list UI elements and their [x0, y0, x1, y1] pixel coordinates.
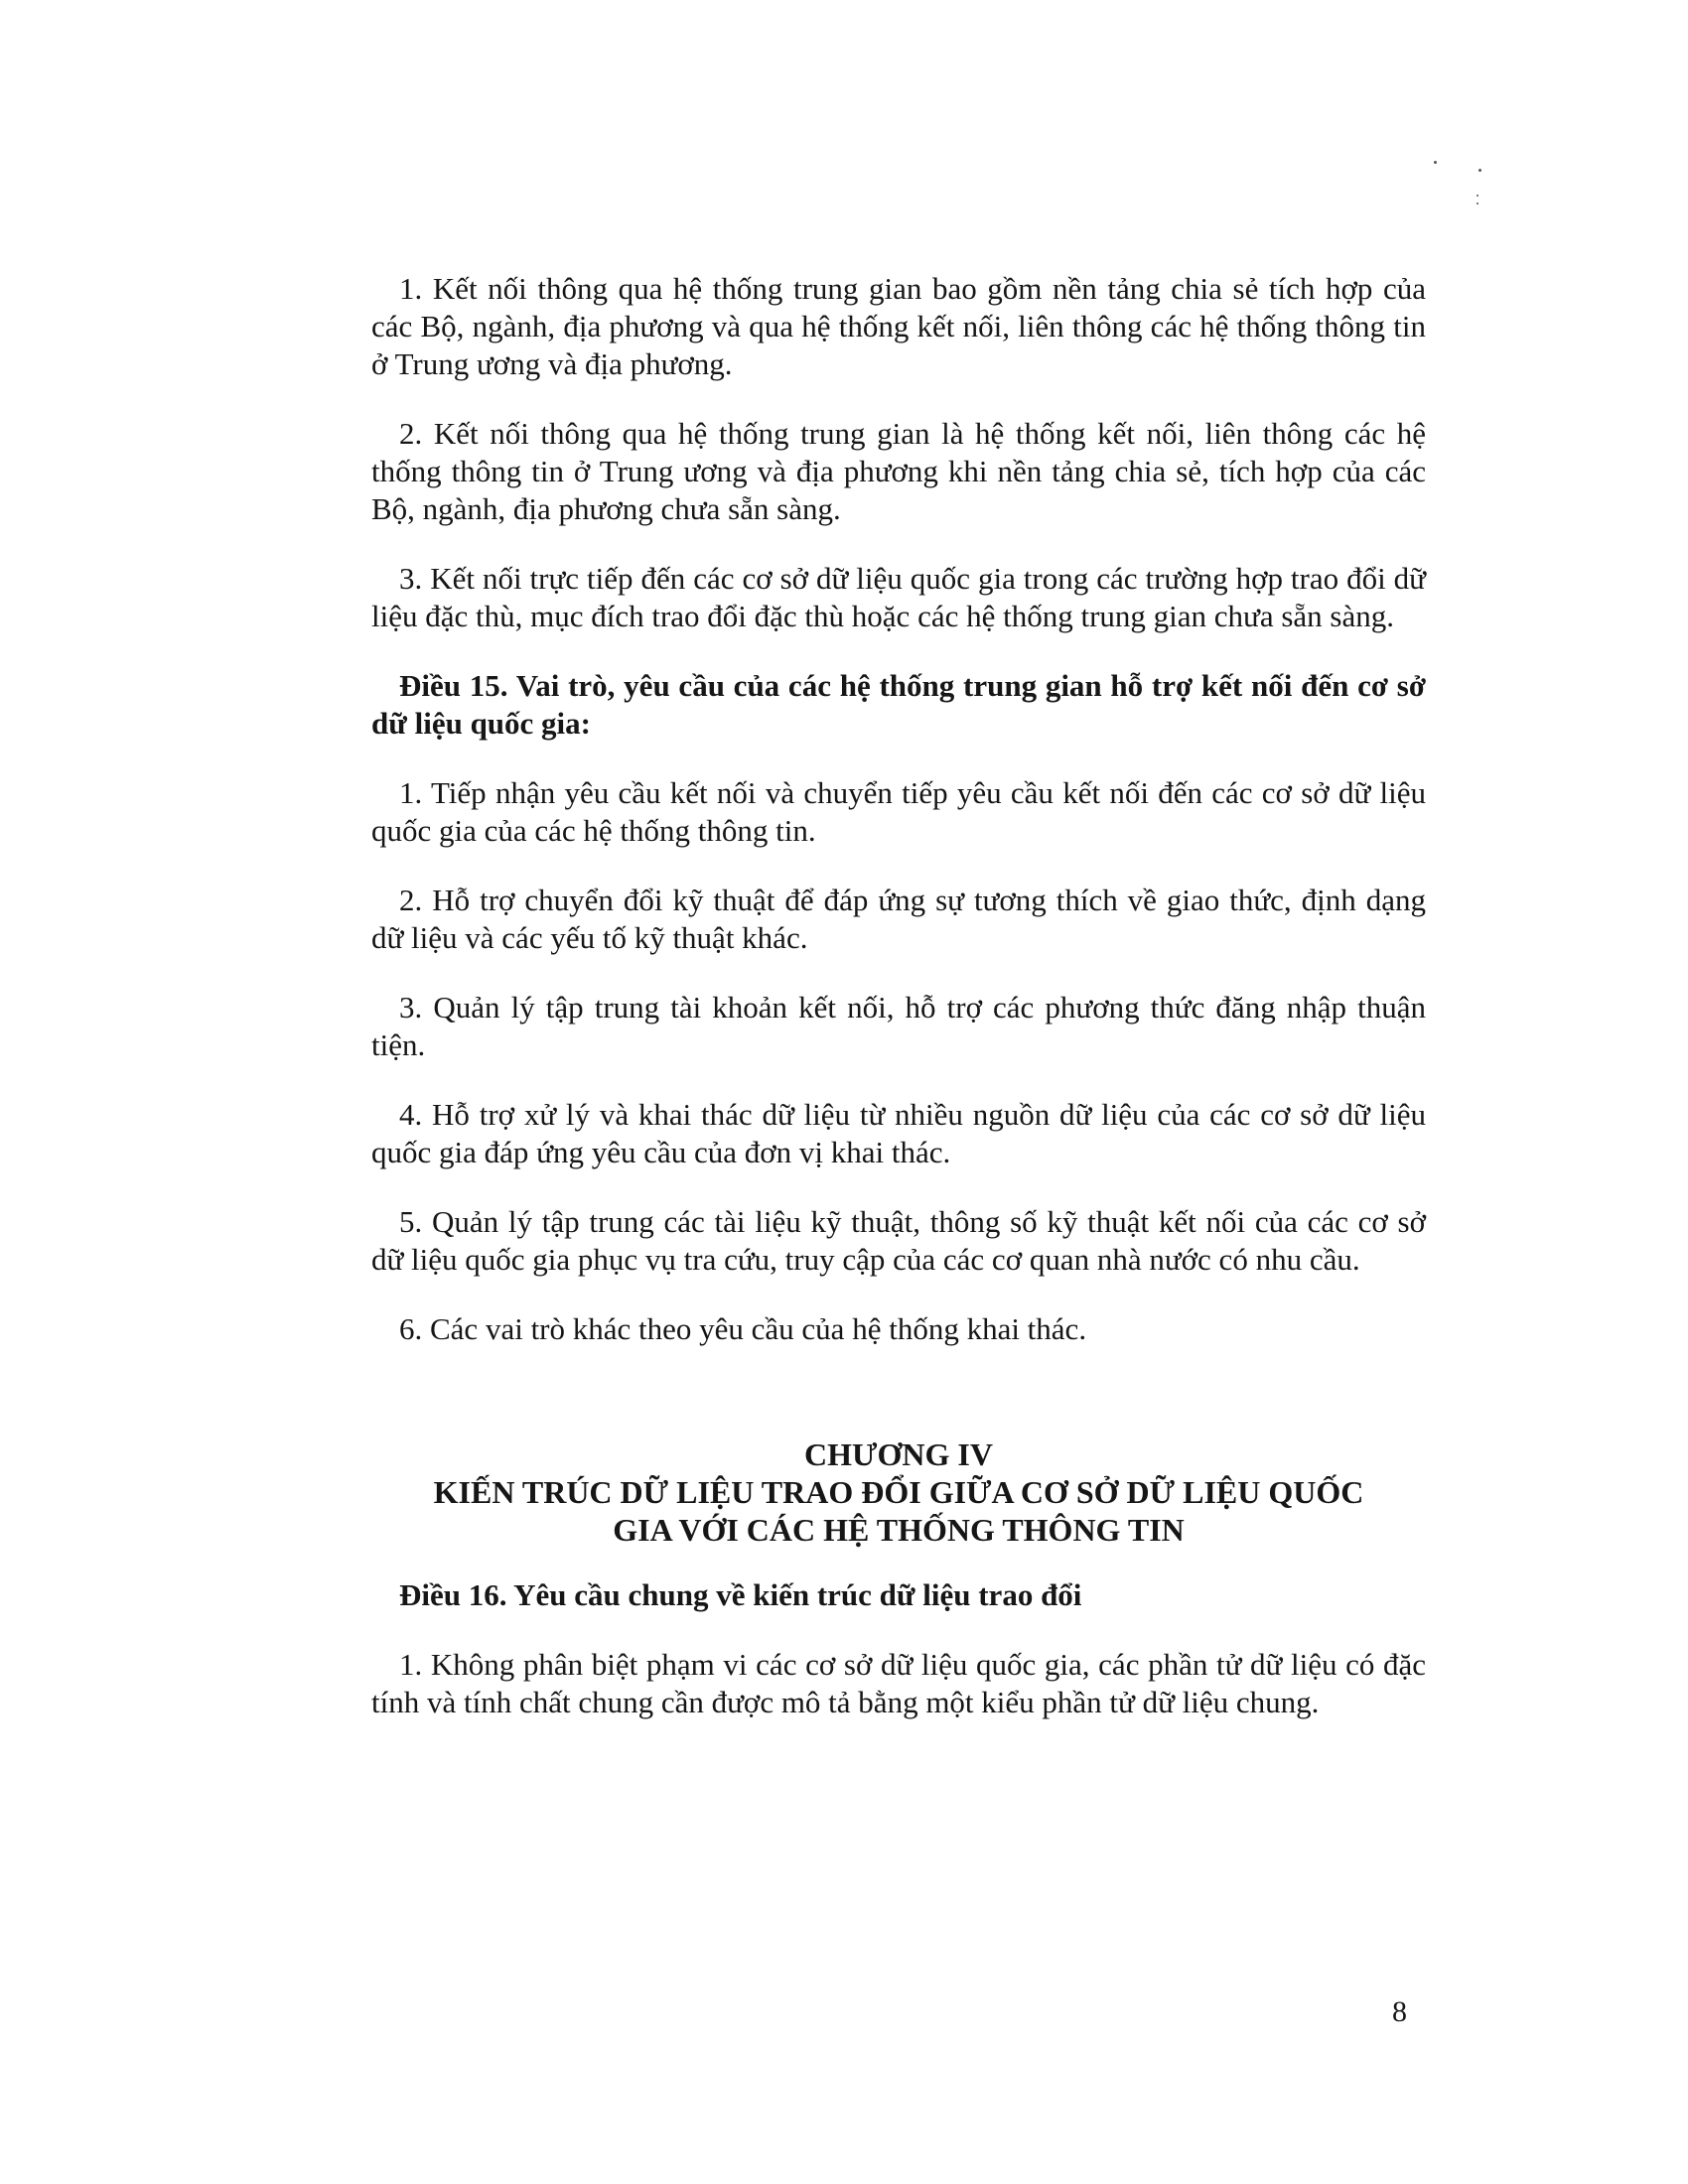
article-16-item: 1. Không phân biệt phạm vi các cơ sở dữ liệu quốc gia, các phần tử dữ liệu có đặc tính và tính chất chung cần được mô tả bằng một kiểu phần tử dữ liệu chung.: [371, 1647, 1426, 1719]
article-15-item: 2. Hỗ trợ chuyển đổi kỹ thuật để đáp ứng sự tương thích về giao thức, định dạng dữ liệu và các yếu tố kỹ thuật khác.: [371, 883, 1426, 955]
scan-speck: [1434, 161, 1437, 164]
chapter-heading: [371, 1435, 1426, 1549]
paragraph: 2. Kết nối thông qua hệ thống trung gian là hệ thống kết nối, liên thông các hệ thống thông tin ở Trung ương và địa phương khi nền tảng chia sẻ, tích hợp của các Bộ, ngành, địa phương chưa sẵn sàng.: [371, 416, 1426, 526]
paragraph: 3. Kết nối trực tiếp đến các cơ sở dữ liệu quốc gia trong các trường hợp trao đổi dữ liệu đặc thù, mục đích trao đổi đặc thù hoặc các hệ thống trung gian chưa sẵn sàng.: [371, 561, 1426, 633]
article-15-item: 6. Các vai trò khác theo yêu cầu của hệ thống khai thác.: [399, 1311, 1087, 1346]
page-number: 8: [1392, 1995, 1407, 2028]
article-16-heading: Điều 16. Yêu cầu chung về kiến trúc dữ liệu trao đổi: [399, 1577, 1082, 1612]
document-body: [371, 270, 1426, 1753]
scan-speck: [1477, 203, 1478, 205]
chapter-number: CHƯƠNG IV: [804, 1436, 993, 1472]
article-15-item: 4. Hỗ trợ xử lý và khai thác dữ liệu từ nhiều nguồn dữ liệu của các cơ sở dữ liệu quốc gia đáp ứng yêu cầu của đơn vị khai thác.: [371, 1097, 1426, 1169]
scan-speck: [1478, 169, 1481, 172]
article-15-heading: Điều 15. Vai trò, yêu cầu của các hệ thống trung gian hỗ trợ kết nối đến cơ sở dữ liệu quốc gia:: [371, 668, 1426, 741]
chapter-title-line-1: KIẾN TRÚC DỮ LIỆU TRAO ĐỔI GIỮA CƠ SỞ DỮ LIỆU QUỐC: [433, 1474, 1364, 1510]
chapter-title-line-2: GIA VỚI CÁC HỆ THỐNG THÔNG TIN: [613, 1512, 1185, 1548]
article-15-item: 5. Quản lý tập trung các tài liệu kỹ thuật, thông số kỹ thuật kết nối của các cơ sở dữ liệu quốc gia phục vụ tra cứu, truy cập của các cơ quan nhà nước có nhu cầu.: [371, 1204, 1426, 1277]
scan-speck: [1477, 195, 1478, 197]
article-15-item: 3. Quản lý tập trung tài khoản kết nối, hỗ trợ các phương thức đăng nhập thuận tiện.: [371, 990, 1426, 1062]
paragraph: 1. Kết nối thông qua hệ thống trung gian bao gồm nền tảng chia sẻ tích hợp của các Bộ, ngành, địa phương và qua hệ thống kết nối, liên thông các hệ thống thông tin ở Trung ương và địa phương.: [371, 271, 1426, 381]
article-15-item: 1. Tiếp nhận yêu cầu kết nối và chuyển tiếp yêu cầu kết nối đến các cơ sở dữ liệu quốc gia của các hệ thống thông tin.: [371, 775, 1426, 848]
